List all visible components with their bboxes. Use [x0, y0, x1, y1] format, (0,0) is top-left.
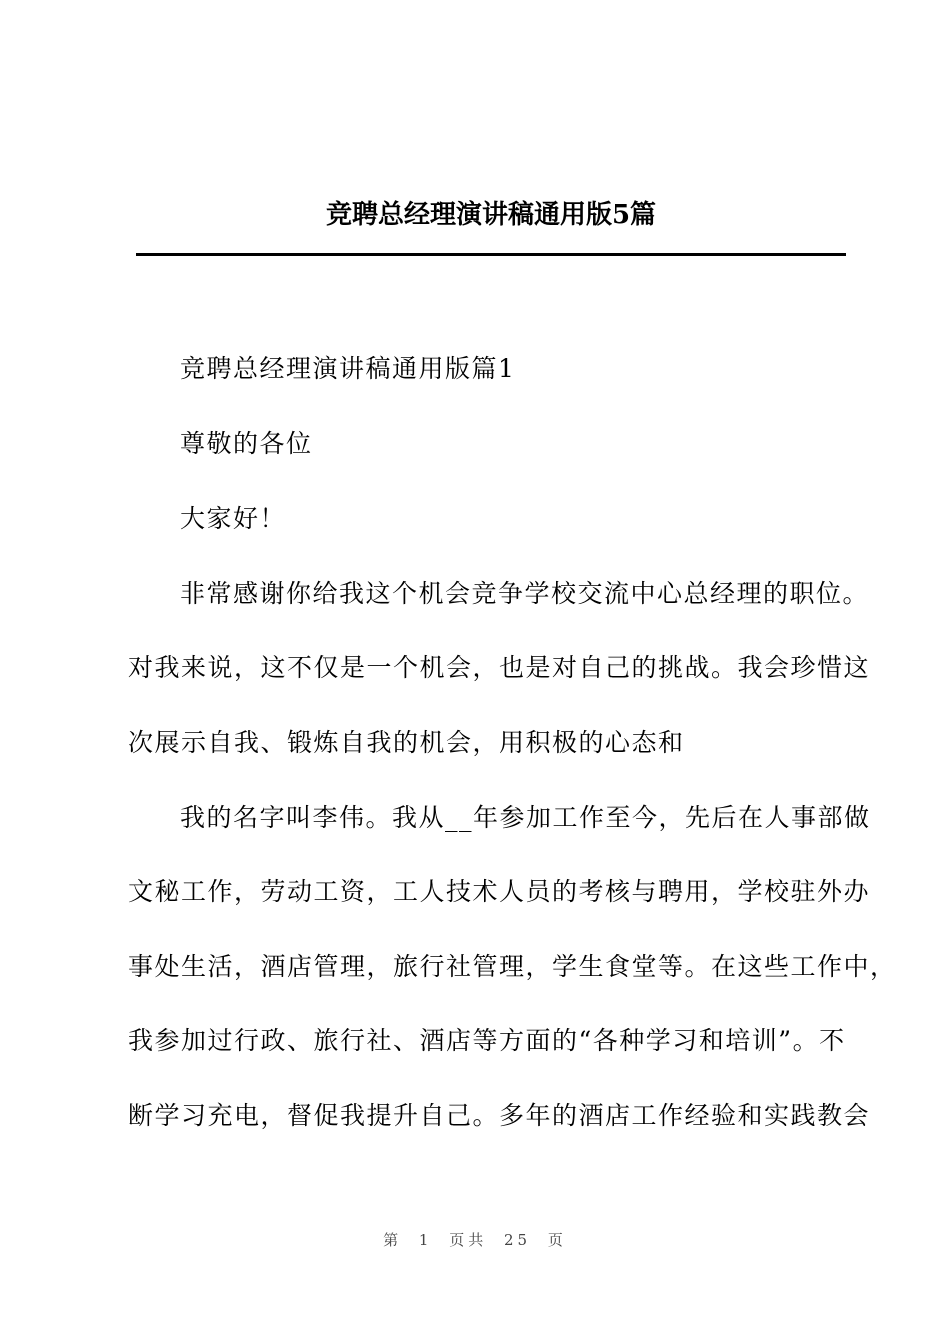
paragraph-line: 我参加过行政、旅行社、酒店等方面的“各种学习和培训”。不 [128, 1026, 846, 1055]
greeting: 大家好！ [180, 504, 287, 533]
paragraph-line: 对我来说，这不仅是一个机会，也是对自己的挑战。我会珍惜这 [128, 653, 871, 682]
paragraph-line: 断学习充电，督促我提升自己。多年的酒店工作经验和实践教会 [128, 1101, 871, 1130]
page-number-footer: 第 1 页共 25 页 [383, 1231, 567, 1249]
paragraph-line: 文秘工作，劳动工资，工人技术人员的考核与聘用，学校驻外办 [128, 877, 871, 906]
salutation: 尊敬的各位 [180, 429, 313, 458]
title-underline [136, 253, 846, 256]
paragraph-line: 次展示自我、锻炼自我的机会，用积极的心态和 [128, 728, 685, 757]
paragraph-line: 非常感谢你给我这个机会竞争学校交流中心总经理的职位。 [180, 579, 870, 608]
document-title: 竞聘总经理演讲稿通用版5篇 [325, 200, 657, 230]
paragraph-line: 事处生活，酒店管理，旅行社管理，学生食堂等。在这些工作中， [128, 952, 897, 981]
paragraph-line: 我的名字叫李伟。我从__年参加工作至今，先后在人事部做 [180, 803, 871, 832]
section-heading: 竞聘总经理演讲稿通用版篇1 [180, 354, 516, 383]
